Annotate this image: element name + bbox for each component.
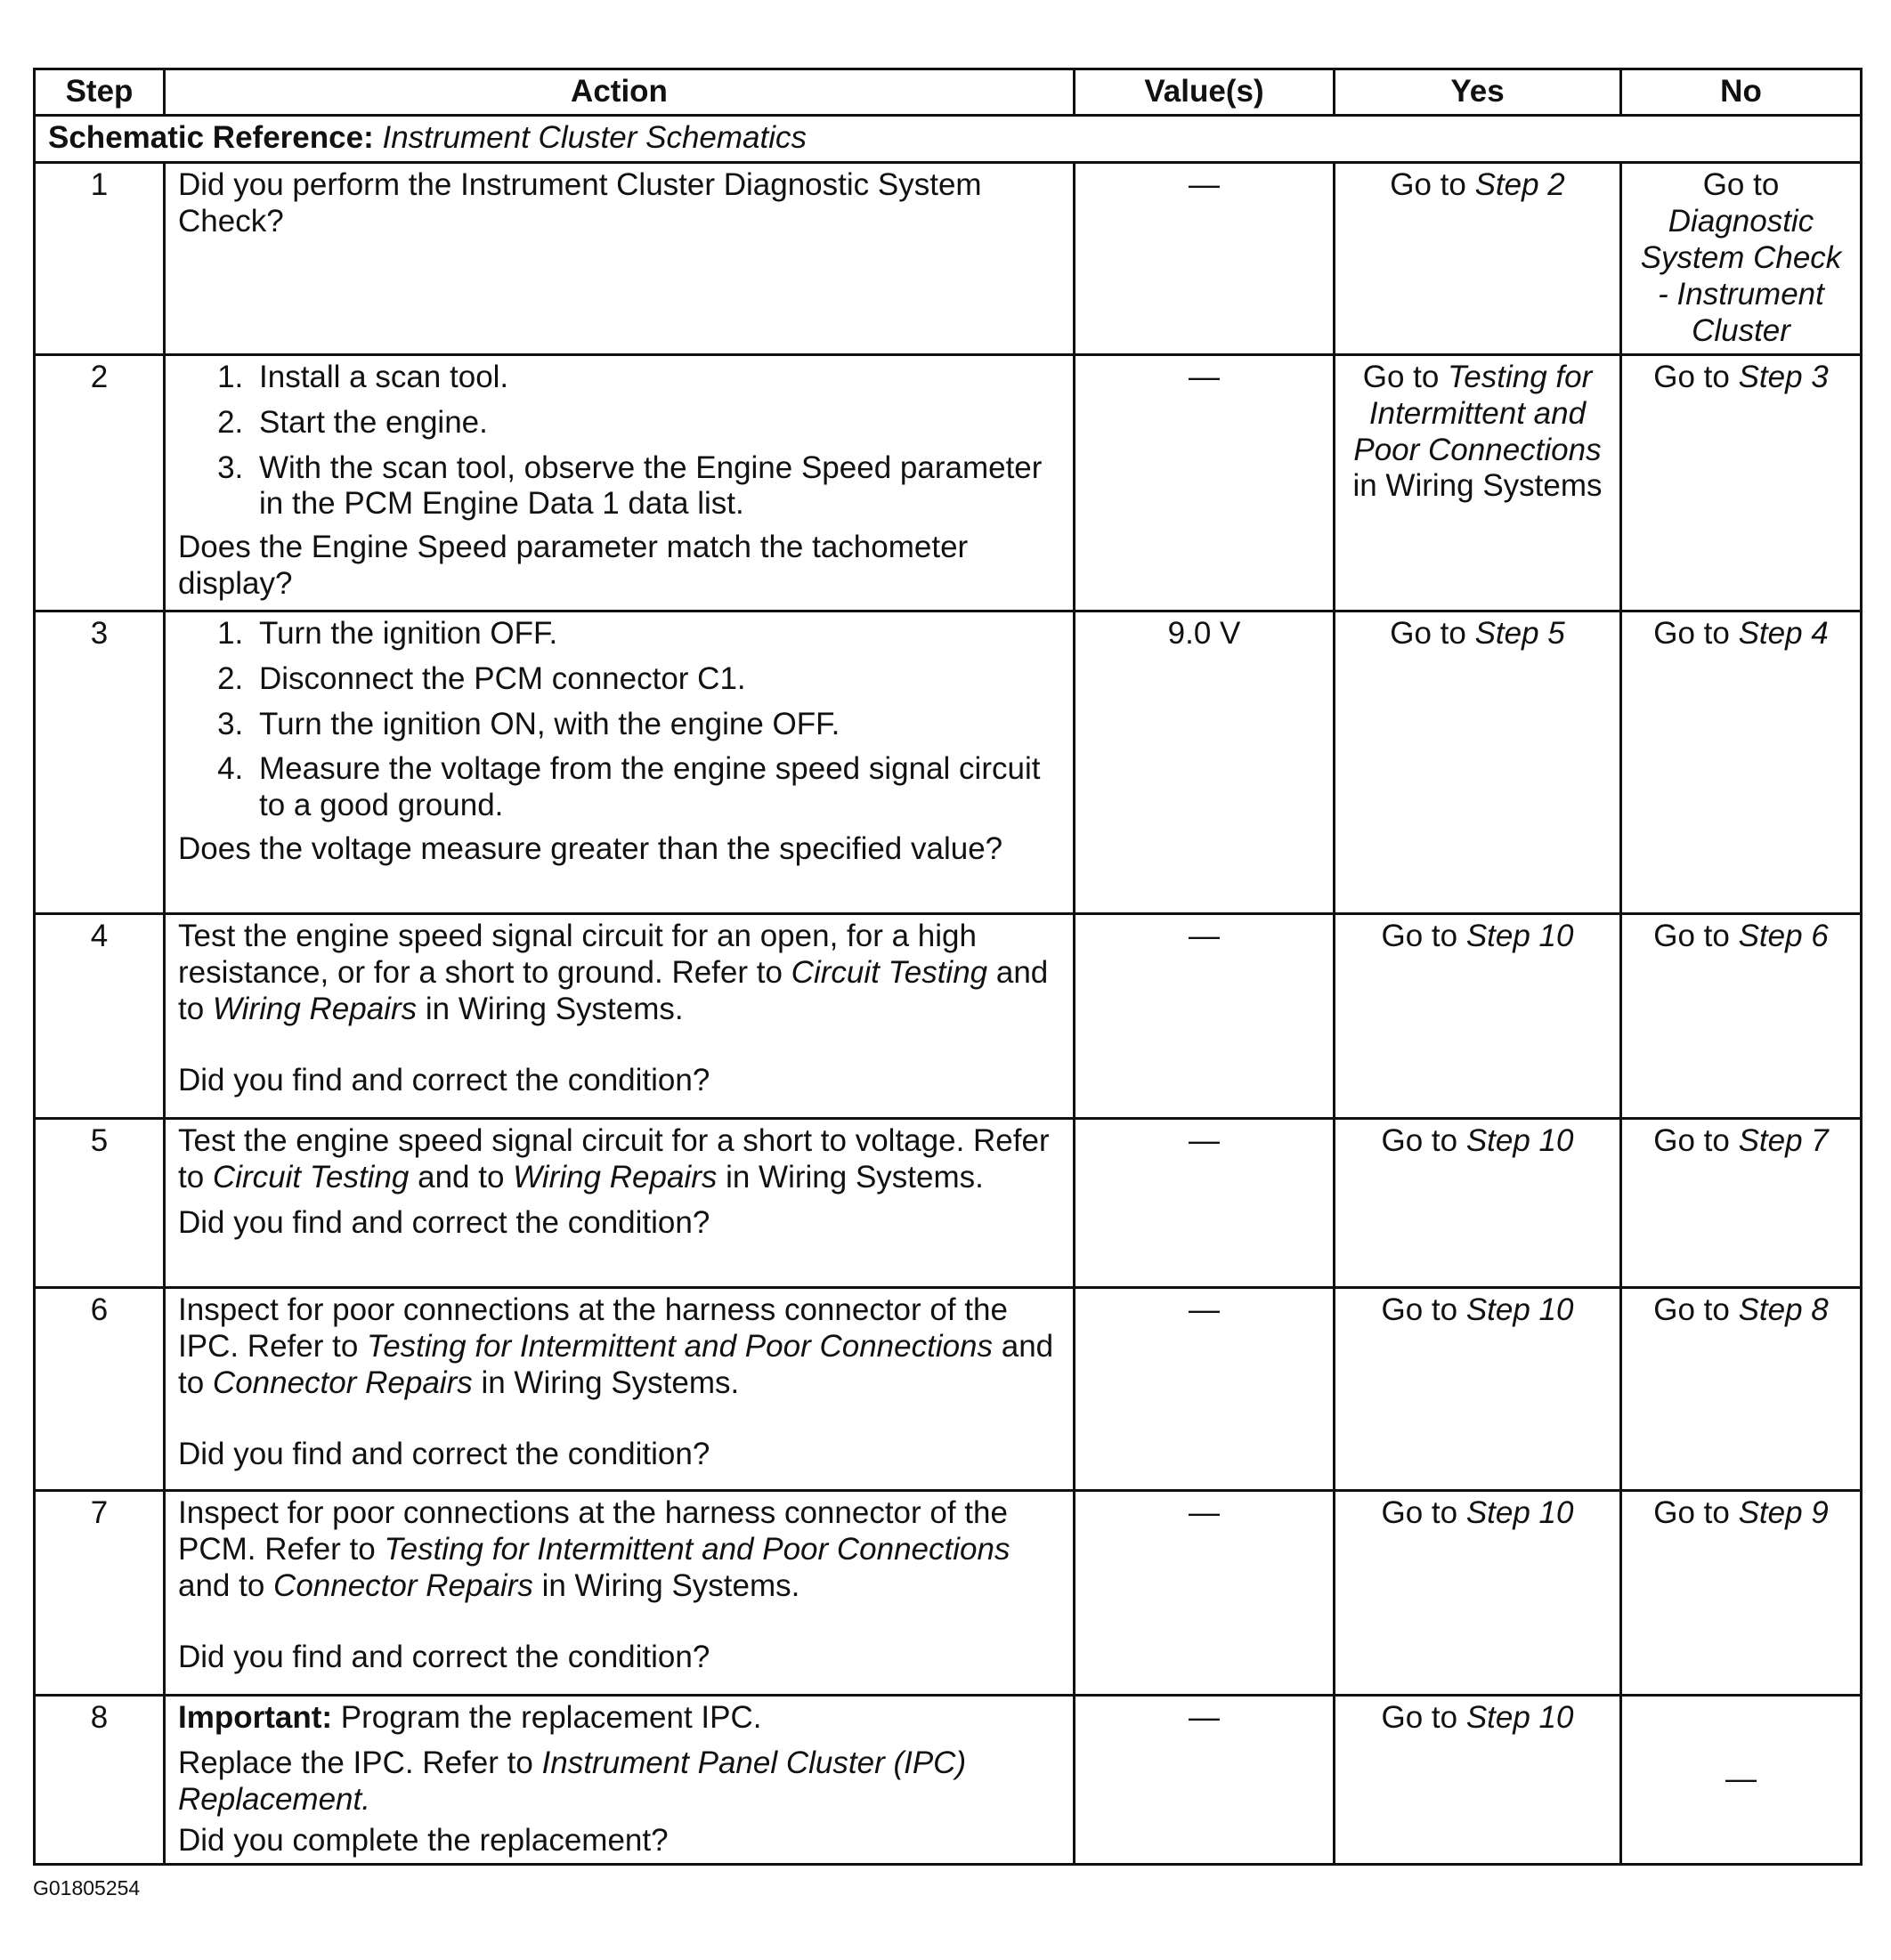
step-number: 4 xyxy=(35,913,165,1118)
yes-prefix: Go to xyxy=(1381,1292,1466,1327)
yes-link[interactable]: Step 10 xyxy=(1465,1122,1574,1158)
schematic-reference xyxy=(35,115,1862,162)
action-cell xyxy=(165,162,1075,354)
yes-prefix: Go to xyxy=(1362,359,1449,394)
yes-cell xyxy=(1335,162,1621,354)
header-yes: Yes xyxy=(1335,69,1621,116)
yes-link[interactable]: Step 10 xyxy=(1465,1699,1574,1735)
no-prefix: Go to xyxy=(1653,1292,1739,1327)
value-cell: — xyxy=(1075,1287,1335,1490)
action-text-part: in Wiring Systems. xyxy=(417,991,684,1026)
action-text-part: Replace the IPC. Refer to xyxy=(178,1745,542,1780)
no-cell xyxy=(1621,913,1862,1118)
header-row xyxy=(35,69,1862,116)
figure-code: G01805254 xyxy=(33,1876,141,1899)
table-row xyxy=(35,913,1862,1118)
important-label: Important: xyxy=(178,1699,333,1735)
no-link[interactable]: Step 9 xyxy=(1738,1494,1829,1530)
yes-cell xyxy=(1335,1695,1621,1865)
action-text-part: and to xyxy=(409,1159,514,1195)
no-link[interactable]: Step 7 xyxy=(1738,1122,1829,1158)
no-prefix: Go to xyxy=(1653,359,1739,394)
action-question: Does the Engine Speed parameter match the tachometer display? xyxy=(178,530,969,602)
reference-link[interactable]: Circuit Testing xyxy=(212,1159,410,1195)
no-cell xyxy=(1621,162,1862,354)
step-number: 1 xyxy=(35,162,165,354)
yes-prefix: Go to xyxy=(1390,166,1475,202)
action-cell xyxy=(165,1118,1075,1287)
action-cell xyxy=(165,611,1075,913)
list-item: 3. Turn the ignition ON, with the engine OFF. xyxy=(252,707,1060,743)
important-text: Program the replacement IPC. xyxy=(332,1699,762,1735)
value-cell: — xyxy=(1075,1490,1335,1695)
yes-prefix: Go to xyxy=(1381,1494,1466,1530)
action-cell xyxy=(165,354,1075,611)
schematic-label: Schematic Reference: xyxy=(48,119,374,155)
action-text-part: Test the engine speed signal circuit for a short to voltage. Refer to xyxy=(178,1122,1050,1195)
list-item: 3. With the scan tool, observe the Engine Speed parameter in the PCM Engine Data 1 data list. xyxy=(252,450,1060,523)
step-number: 5 xyxy=(35,1118,165,1287)
no-prefix: Go to xyxy=(1653,1494,1739,1530)
action-text-part: Inspect for poor connections at the harness connector of the PCM. Refer to xyxy=(178,1494,1008,1567)
no-cell xyxy=(1621,611,1862,913)
action-question: Did you find and correct the condition? xyxy=(178,1640,710,1675)
reference-link[interactable]: Connector Repairs xyxy=(212,1365,473,1400)
action-list xyxy=(178,360,1060,523)
action-text-part: in Wiring Systems. xyxy=(532,1567,800,1603)
reference-link[interactable]: Connector Repairs xyxy=(273,1567,533,1603)
yes-cell xyxy=(1335,1118,1621,1287)
yes-link[interactable]: Testing for Intermittent and Poor Connections xyxy=(1353,359,1602,467)
no-prefix: Go to xyxy=(1702,166,1780,202)
action-text xyxy=(178,919,1060,1028)
action-question: Did you complete the replacement? xyxy=(178,1823,669,1859)
yes-prefix: Go to xyxy=(1381,1699,1466,1735)
no-link[interactable]: Step 8 xyxy=(1738,1292,1829,1327)
no-link[interactable]: Step 6 xyxy=(1738,918,1829,953)
no-link[interactable]: Diagnostic System Check - Instrument Cluster xyxy=(1640,203,1842,348)
no-cell xyxy=(1621,1490,1862,1695)
no-prefix: Go to xyxy=(1653,1122,1739,1158)
yes-prefix: Go to xyxy=(1381,918,1466,953)
no-cell xyxy=(1621,354,1862,611)
list-item: 2. Start the engine. xyxy=(252,405,1060,441)
reference-link[interactable]: Wiring Repairs xyxy=(513,1159,718,1195)
action-text xyxy=(178,1292,1060,1402)
no-cell xyxy=(1621,1287,1862,1490)
step-number: 3 xyxy=(35,611,165,913)
table-row xyxy=(35,1695,1862,1865)
header-no: No xyxy=(1621,69,1862,116)
yes-cell xyxy=(1335,611,1621,913)
yes-link[interactable]: Step 10 xyxy=(1465,1292,1574,1327)
header-step: Step xyxy=(35,69,165,116)
table-row xyxy=(35,1490,1862,1695)
action-text-part: and to xyxy=(178,1328,1054,1400)
yes-link[interactable]: Step 10 xyxy=(1465,1494,1574,1530)
action-question: Did you find and correct the condition? xyxy=(178,1063,710,1098)
action-cell xyxy=(165,1287,1075,1490)
yes-suffix: in Wiring Systems xyxy=(1352,468,1603,504)
header-action: Action xyxy=(165,69,1075,116)
action-text-part: in Wiring Systems. xyxy=(472,1365,740,1400)
yes-link[interactable]: Step 5 xyxy=(1474,615,1565,651)
step-number: 2 xyxy=(35,354,165,611)
value-cell: — xyxy=(1075,162,1335,354)
yes-cell xyxy=(1335,354,1621,611)
header-values: Value(s) xyxy=(1075,69,1335,116)
reference-link[interactable]: Testing for Intermittent and Poor Connections xyxy=(367,1328,994,1364)
yes-link[interactable]: Step 2 xyxy=(1474,166,1565,202)
value-cell: — xyxy=(1075,354,1335,611)
action-text-part: and to xyxy=(178,1567,274,1603)
action-question: Did you find and correct the condition? xyxy=(178,1437,710,1472)
schematic-row xyxy=(35,115,1862,162)
no-link[interactable]: Step 4 xyxy=(1738,615,1829,651)
reference-link[interactable]: Wiring Repairs xyxy=(212,991,418,1026)
no-link[interactable]: Step 3 xyxy=(1738,359,1829,394)
action-text-part: Inspect for poor connections at the harness connector of the IPC. Refer to xyxy=(178,1292,1008,1364)
table-row xyxy=(35,611,1862,913)
value-cell: — xyxy=(1075,1695,1335,1865)
table-row xyxy=(35,354,1862,611)
schematic-link[interactable]: Instrument Cluster Schematics xyxy=(382,119,808,155)
value-cell: — xyxy=(1075,1118,1335,1287)
value-cell: 9.0 V xyxy=(1075,611,1335,913)
table-row xyxy=(35,1287,1862,1490)
step-number: 7 xyxy=(35,1490,165,1695)
list-item: 2. Disconnect the PCM connector C1. xyxy=(252,661,1060,698)
action-question: Does the voltage measure greater than the specified value? xyxy=(178,831,1003,867)
list-item: 1. Turn the ignition OFF. xyxy=(252,616,1060,652)
no-cell xyxy=(1621,1118,1862,1287)
action-text-part: and to xyxy=(178,954,1049,1026)
reference-link[interactable]: Testing for Intermittent and Poor Connections xyxy=(384,1531,1010,1567)
action-list xyxy=(178,616,1060,825)
action-question: Did you find and correct the condition? xyxy=(178,1204,710,1240)
action-cell xyxy=(165,913,1075,1118)
diagnostic-table xyxy=(33,68,1863,1866)
yes-cell xyxy=(1335,913,1621,1118)
no-prefix: Go to xyxy=(1653,615,1739,651)
reference-link[interactable]: Instrument Panel Cluster (IPC) Replacement. xyxy=(178,1745,967,1817)
action-cell xyxy=(165,1695,1075,1865)
action-text-part: in Wiring Systems. xyxy=(717,1159,984,1195)
no-prefix: Go to xyxy=(1653,918,1739,953)
action-cell xyxy=(165,1490,1075,1695)
yes-cell xyxy=(1335,1287,1621,1490)
important-note xyxy=(178,1700,1060,1737)
action-text-part: Test the engine speed signal circuit for an open, for a high resistance, or for a short to ground. Refer to xyxy=(178,918,977,990)
yes-prefix: Go to xyxy=(1390,615,1475,651)
table-row xyxy=(35,162,1862,354)
table-row xyxy=(35,1118,1862,1287)
yes-cell xyxy=(1335,1490,1621,1695)
action-text xyxy=(178,1123,1060,1196)
list-item: 4. Measure the voltage from the engine speed signal circuit to a good ground. xyxy=(252,751,1060,824)
list-item: 1. Install a scan tool. xyxy=(252,360,1060,396)
value-cell: — xyxy=(1075,913,1335,1118)
step-number: 8 xyxy=(35,1695,165,1865)
action-text xyxy=(178,1495,1060,1605)
yes-prefix: Go to xyxy=(1381,1122,1466,1158)
action-text xyxy=(178,1745,1060,1818)
step-number: 6 xyxy=(35,1287,165,1490)
reference-link[interactable]: Circuit Testing xyxy=(791,954,988,990)
yes-link[interactable]: Step 10 xyxy=(1465,918,1574,953)
no-cell: — xyxy=(1621,1695,1862,1865)
action-text: Did you perform the Instrument Cluster Diagnostic System Check? xyxy=(178,166,982,239)
